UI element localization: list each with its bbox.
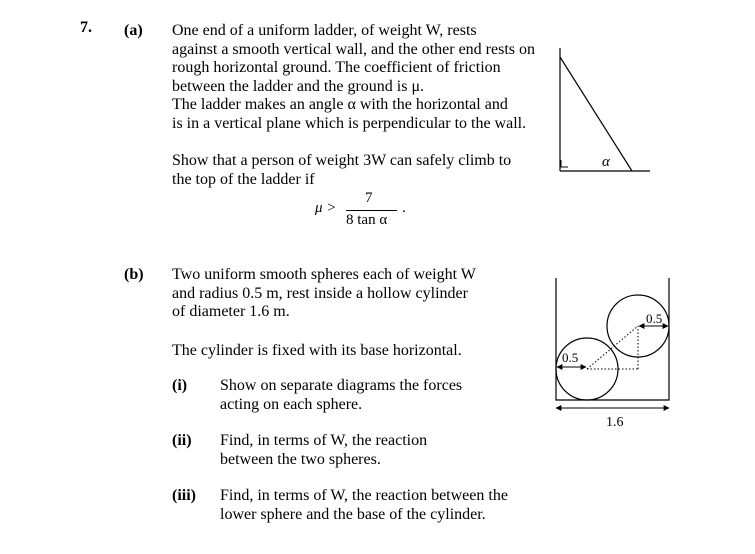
part-a-line: is in a vertical plane which is perpendicular to the wall. [172,114,527,132]
part-a-line: rough horizontal ground. The coefficient of friction [172,59,501,76]
subpart-line: lower sphere and the base of the cylinder. [220,505,486,523]
part-a-label: (a) [124,22,143,39]
subpart-line: between the two spheres. [220,450,381,468]
upper-radius-label: 0.5 [646,311,663,326]
right-angle-marker [561,160,568,167]
part-b-fixed-line: The cylinder is fixed with its base horizontal. [172,342,462,359]
subpart-ii-text [220,432,427,469]
subpart-ii-label: (ii) [172,432,192,449]
diameter-label: 1.6 [606,415,624,430]
part-a-show-that [172,152,511,189]
part-a-statement [172,22,535,133]
part-b-line: Two uniform smooth spheres each of weight W [172,266,476,283]
subpart-iii-label: (iii) [172,487,196,504]
inequality-lhs: μ > [315,200,337,216]
ladder-line [560,57,632,171]
part-a-show-line: the top of the ladder if [172,170,315,188]
inequality-denominator: 8 tan α [346,212,388,228]
centre-line [587,326,638,369]
angle-alpha-label: α [602,154,610,170]
subpart-line: Find, in terms of W, the reaction between the [220,487,508,504]
part-a-show-line: Show that a person of weight 3W can safely climb to [172,152,512,169]
part-b-line: of diameter 1.6 m. [172,303,290,320]
subpart-i-text [220,377,462,414]
part-a-line: One end of a uniform ladder, of weight W, rests [172,22,477,39]
spheres-diagram [545,270,685,435]
inequality-numerator: 7 [365,190,373,206]
inequality-end: . [402,200,406,216]
part-b-label: (b) [124,266,144,283]
part-a-line: The ladder makes an angle α with the horizontal and [172,96,508,113]
part-a-line: against a smooth vertical wall, and the other end rests on [172,40,536,58]
part-a-line: between the ladder and the ground is μ. [172,77,425,95]
lower-radius-label: 0.5 [562,350,579,365]
part-b-line: and radius 0.5 m, rest inside a hollow cylinder [172,284,468,302]
question-number: 7. [80,19,92,36]
cylinder-outline [556,278,669,400]
fraction-bar [346,210,397,211]
subpart-line: Find, in terms of W, the reaction [220,432,428,449]
ladder-diagram [550,40,660,180]
subpart-iii-text [220,487,508,524]
subpart-line: acting on each sphere. [220,395,363,413]
part-b-intro [172,266,476,322]
subpart-i-label: (i) [172,377,188,394]
subpart-line: Show on separate diagrams the forces [220,377,463,394]
